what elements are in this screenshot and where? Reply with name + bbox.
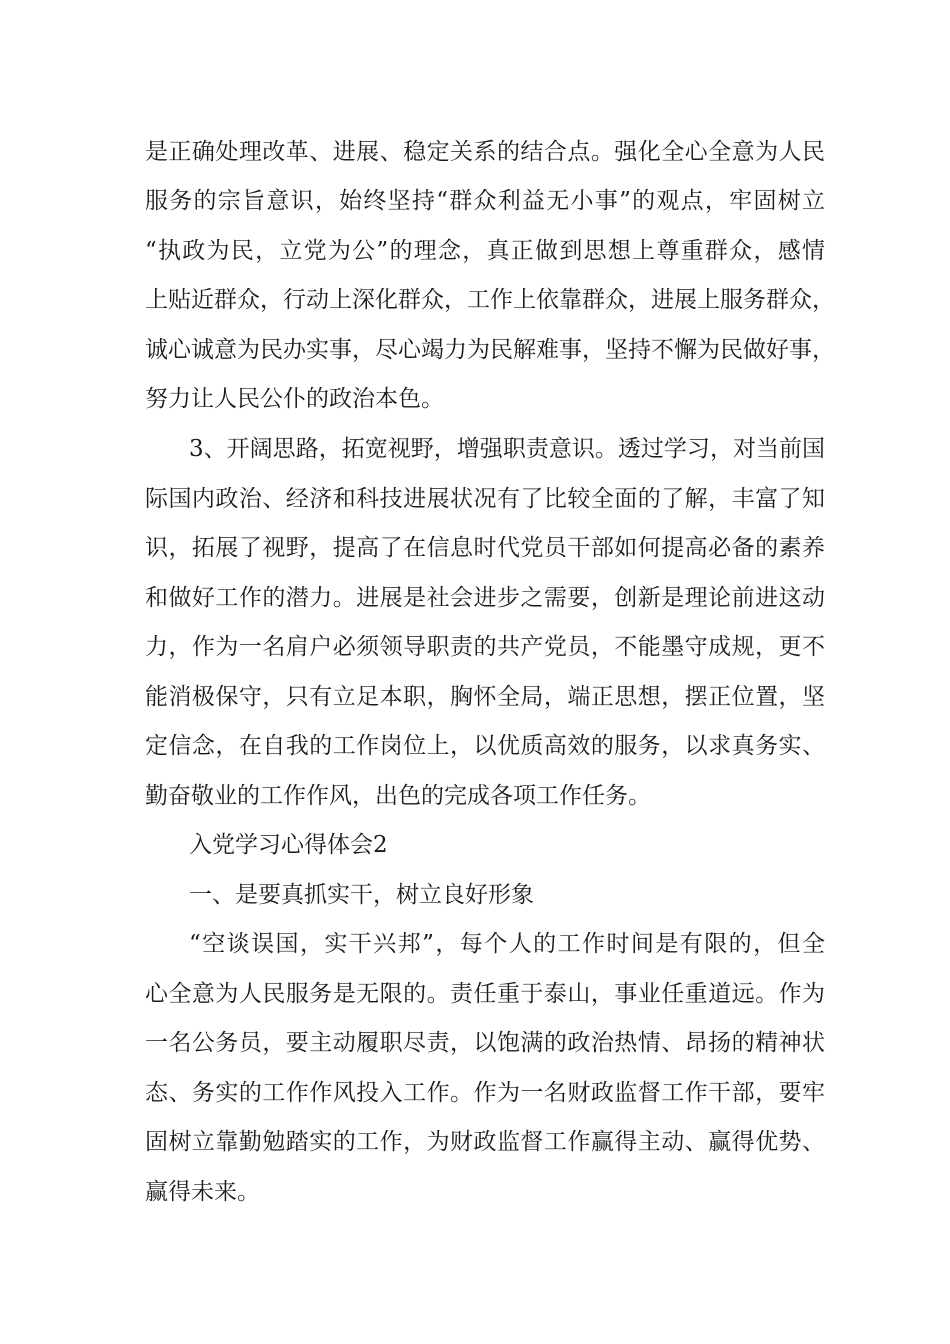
text-line: 能消极保守，只有立足本职，胸怀全局，端正思想，摆正位置，坚 [145,684,825,710]
text-line: 固树立靠勤勉踏实的工作，为财政监督工作赢得主动、赢得优势、 [145,1129,825,1155]
text-line: 是正确处理改革、进展、稳定关系的结合点。强化全心全意为人民 [145,139,825,165]
text-line: 识，拓展了视野，提高了在信息时代党员干部如何提高必备的素养 [145,535,825,561]
text-line: 态、务实的工作作风投入工作。作为一名财政监督工作干部，要牢 [145,1080,825,1106]
text-line: 诚心诚意为民办实事，尽心竭力为民解难事，坚持不懈为民做好事， [145,337,835,363]
section-heading: 入党学习心得体会2 [189,832,388,858]
text-line: “执政为民，立党为公”的理念，真正做到思想上尊重群众，感情 [145,238,825,264]
text-line: 和做好工作的潜力。进展是社会进步之需要，创新是理论前进这动 [145,585,825,611]
text-line: 赢得未来。 [145,1179,260,1205]
text-line: 服务的宗旨意识，始终坚持“群众利益无小事”的观点，牢固树立 [145,188,825,214]
text-line: 力，作为一名肩户必须领导职责的共产党员，不能墨守成规，更不 [145,634,825,660]
text-line: 3、开阔思路，拓宽视野，增强职责意识。透过学习，对当前国 [189,436,825,462]
text-line: 勤奋敬业的工作作风，出色的完成各项工作任务。 [145,783,651,809]
text-line: 一名公务员，要主动履职尽责，以饱满的政治热情、昂扬的精神状 [145,1030,825,1056]
text-line: 定信念，在自我的工作岗位上，以优质高效的服务，以求真务实、 [145,733,825,759]
sub-heading: 一、是要真抓实干，树立良好形象 [189,882,534,908]
text-line: “空谈误国，实干兴邦”，每个人的工作时间是有限的，但全 [189,931,825,957]
text-line: 心全意为人民服务是无限的。责任重于泰山，事业任重道远。作为 [145,981,825,1007]
text-line: 上贴近群众，行动上深化群众，工作上依靠群众，进展上服务群众， [145,287,835,313]
text-line: 努力让人民公仆的政治本色。 [145,386,444,412]
text-line: 际国内政治、经济和科技进展状况有了比较全面的了解，丰富了知 [145,486,825,512]
